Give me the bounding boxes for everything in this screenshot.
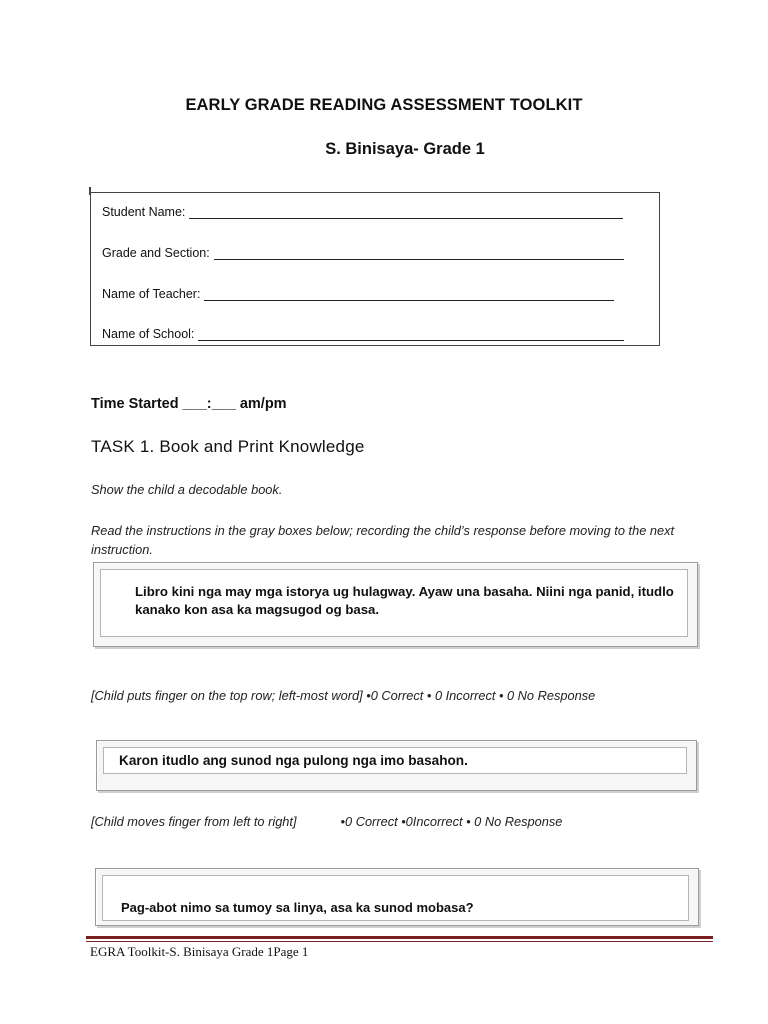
instruction-box-3-text: Pag-abot nimo sa tumoy sa linya, asa ka sunod mobasa?: [121, 900, 474, 915]
instruction-box-2-text: Karon itudlo ang sunod nga pulong nga imo basahon.: [119, 753, 468, 768]
teacher-field[interactable]: [204, 288, 614, 301]
instruction-box-3: [95, 868, 699, 926]
task-heading: TASK 1. Book and Print Knowledge: [91, 437, 365, 456]
school-row: [102, 327, 624, 341]
student-name-row: [102, 205, 623, 219]
instruction-show-book: Show the child a decodable book.: [91, 482, 283, 497]
student-name-label: Student Name:: [102, 205, 186, 219]
document-subtitle: S. Binisaya- Grade 1: [325, 140, 485, 158]
instruction-box-2: [96, 740, 697, 791]
response-line-2-options: •0 Correct •0Incorrect • 0 No Response: [340, 814, 563, 829]
teacher-label: Name of Teacher:: [102, 287, 201, 301]
instruction-box-1-text: Libro kini nga may mga istorya ug hulagway. Ayaw una basaha. Niini nga panid, itudlo kanako kon asa ka magsugod og basa.: [135, 584, 674, 617]
response-line-1: [Child puts finger on the top row; left-most word] •0 Correct • 0 Incorrect • 0 No Response: [91, 688, 596, 703]
footer-text: EGRA Toolkit-S. Binisaya Grade 1Page 1: [90, 944, 309, 959]
student-name-field[interactable]: [189, 206, 623, 219]
instruction-read-gray-boxes: Read the instructions in the gray boxes below; recording the child’s response before moving to the next instruction.: [91, 523, 675, 557]
grade-section-row: [102, 246, 624, 260]
footer-rule: [86, 936, 713, 939]
footer-rule-thin: [86, 941, 713, 942]
grade-section-label: Grade and Section:: [102, 246, 210, 260]
teacher-row: [102, 287, 614, 301]
instruction-box-1: [93, 562, 698, 647]
response-line-2-prompt: [Child moves finger from left to right]: [91, 814, 297, 829]
student-info-box: [90, 192, 660, 346]
grade-section-field[interactable]: [214, 247, 624, 260]
document-title: EARLY GRADE READING ASSESSMENT TOOLKIT: [185, 96, 583, 114]
school-field[interactable]: [198, 328, 624, 341]
response-line-2: [91, 814, 562, 829]
time-started: Time Started ___:___ am/pm: [91, 396, 287, 412]
school-label: Name of School:: [102, 327, 195, 341]
